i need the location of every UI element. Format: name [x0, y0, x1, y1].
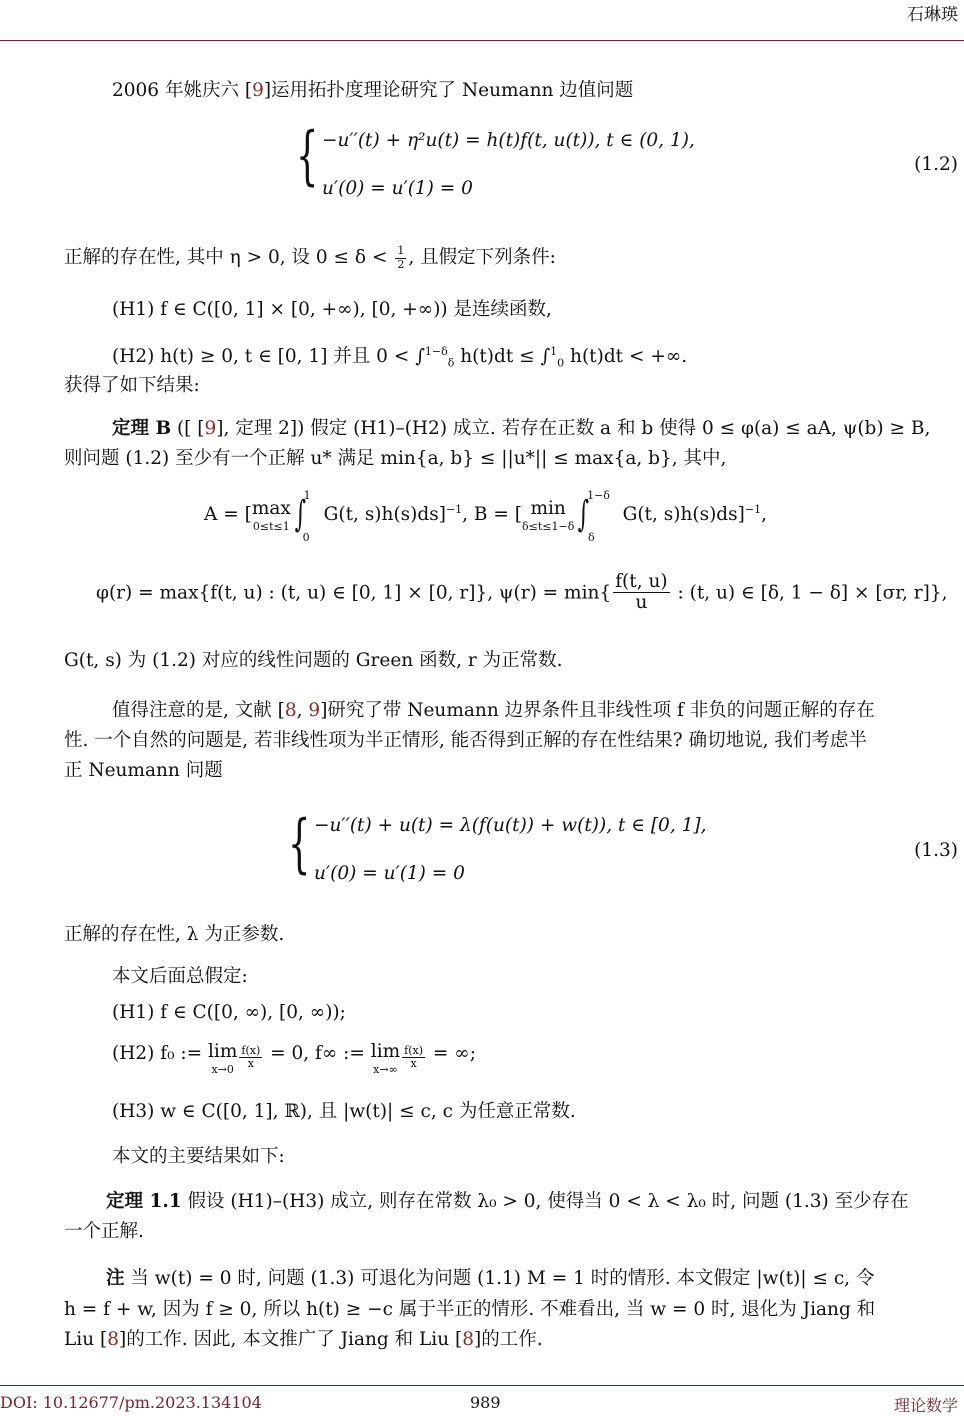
- h2-int1-sub: δ: [447, 356, 455, 370]
- h2-text-post: h(t)dt < +∞.: [564, 346, 688, 367]
- hypothesis-h2-first: [112, 342, 687, 370]
- hypothesis-h2-second: [112, 1043, 476, 1075]
- equation-1-2-line2: u′(0) = u′(1) = 0: [322, 178, 473, 199]
- fraction-denominator: 2: [397, 257, 405, 271]
- eq-a-pre: A = [: [204, 504, 252, 525]
- theorem-1-1-text: 假设 (H1)–(H3) 成立, 则存在常数 λ₀ > 0, 使得当 0 < λ < λ₀ 时, 问题 (1.3) 至少存在: [181, 1191, 909, 1212]
- para-existence-post: , 且假定下列条件:: [408, 247, 556, 268]
- integral-sign: ∫: [578, 494, 590, 535]
- equation-phi-psi: [96, 572, 948, 614]
- hypothesis-h3: (H3) w ∈ C([0, 1], ℝ), 且 |w(t)| ≤ c, c 为任意正常数.: [112, 1101, 576, 1122]
- fraction-denominator: u: [635, 592, 648, 614]
- h2-int2-sup: 1: [550, 344, 558, 358]
- note-line2: h = f + w, 因为 f ≥ 0, 所以 h(t) ≥ −c 属于半正的情形. 不难看出, 当 w = 0 时, 退化为 Jiang 和: [64, 1299, 876, 1320]
- eq-a-max: [252, 500, 291, 532]
- header-rule: [0, 40, 964, 41]
- note-line1: [106, 1264, 874, 1290]
- para-existence: [64, 243, 556, 271]
- footer-page-number: 989: [470, 1393, 501, 1412]
- h2b-c: = ∞;: [427, 1043, 476, 1064]
- eq-b-pre: , B = [: [462, 504, 522, 525]
- theorem-1-1-line2: 一个正解.: [64, 1221, 144, 1242]
- note-l3-b: ]的工作. 因此, 本文推广了 Jiang 和 Liu [: [119, 1329, 463, 1350]
- para-notable-b: ]研究了带 Neumann 边界条件且非线性项 f 非负的问题正解的存在: [320, 700, 875, 721]
- citation-link[interactable]: 8: [462, 1329, 474, 1350]
- max-operator: max: [251, 498, 291, 519]
- int-lower: δ: [587, 530, 595, 544]
- int-upper: 1−δ: [587, 488, 610, 502]
- citation-link[interactable]: 9: [252, 80, 264, 101]
- note-line3: [64, 1325, 543, 1351]
- integral-sign: ∫: [294, 494, 306, 535]
- para-parameter: 正解的存在性, λ 为正参数.: [64, 924, 285, 945]
- equation-1-3-line1: −u′′(t) + u(t) = λ(f(u(t)) + w(t)), t ∈ [0, 1],: [314, 815, 707, 836]
- footer-journal-link[interactable]: 理论数学: [893, 1396, 958, 1415]
- eq-a-body: G(t, s)h(s)ds]: [323, 504, 446, 525]
- lim-operator: lim: [207, 1041, 238, 1062]
- equation-number: (1.2): [914, 154, 958, 175]
- theorem-b-line1: [112, 414, 930, 440]
- theorem-1-1-label: 定理 1.1: [106, 1191, 182, 1212]
- note-label: 注: [106, 1268, 125, 1289]
- int-upper: 1: [303, 488, 311, 502]
- para-existence-pre: 正解的存在性, 其中 η > 0, 设 0 ≤ δ <: [64, 247, 394, 268]
- eq-b-post: ,: [761, 504, 767, 525]
- citation-link[interactable]: 9: [308, 700, 321, 721]
- para-notable-line2: 性. 一个自然的问题是, 若非线性项为半正情形, 能否得到正解的存在性结果? 确切地说, 我们考虑半: [64, 730, 867, 751]
- equation-1-2-line1: −u′′(t) + η²u(t) = h(t)f(t, u(t)), t ∈ (0, 1),: [322, 130, 695, 151]
- para-intro-pre: 2006 年姚庆六 [: [112, 80, 253, 101]
- results-intro: 获得了如下结果:: [64, 375, 200, 396]
- header-author: 石琳瑛: [907, 5, 958, 25]
- fraction-denominator: x: [247, 1057, 254, 1071]
- fraction-numerator: 1: [397, 244, 405, 258]
- int-lower: 0: [302, 530, 310, 544]
- eq-b-exp: −1: [744, 502, 762, 516]
- theorem-b-text-a: ([ [: [171, 418, 205, 439]
- note-l3-a: Liu [: [64, 1329, 108, 1350]
- para-intro-post: ]运用拓扑度理论研究了 Neumann 边值问题: [263, 80, 634, 101]
- limit-x-to-inf: [371, 1043, 400, 1075]
- fraction-fx-over-x: [402, 1045, 425, 1070]
- fraction-fx-over-x: [239, 1045, 262, 1070]
- para-notable-line1: [112, 696, 875, 722]
- equation-1-3-line2: u′(0) = u′(1) = 0: [314, 863, 465, 884]
- limit-x-to-0: [208, 1043, 237, 1075]
- footer-doi-link[interactable]: DOI: 10.12677/pm.2023.134104: [0, 1393, 262, 1412]
- citation-link[interactable]: 9: [204, 418, 217, 439]
- theorem-b-label: 定理 B: [112, 418, 172, 439]
- fraction-numerator: f(x): [241, 1044, 261, 1057]
- equation-brace: {: [288, 807, 311, 881]
- para-notable-line3: 正 Neumann 问题: [64, 760, 223, 781]
- assumption-intro: 本文后面总假定:: [112, 966, 248, 987]
- min-range: δ≤t≤1−δ: [522, 519, 575, 533]
- equation-a-b: [204, 488, 767, 544]
- theorem-b-text-b: ], 定理 2]) 假定 (H1)–(H2) 成立. 若存在正数 a 和 b 使得 0 ≤ φ(a) ≤ aA, ψ(b) ≥ B,: [216, 418, 931, 439]
- para-notable-a: 值得注意的是, 文献 [: [112, 700, 285, 721]
- max-range: 0≤t≤1: [252, 519, 290, 533]
- h2b-b: = 0, f∞ :=: [264, 1043, 371, 1064]
- fraction-half: [395, 245, 406, 270]
- eq-phi-post: : (t, u) ∈ [δ, 1 − δ] × [σr, r]},: [671, 582, 948, 604]
- h2-text-mid: h(t)dt ≤ ∫: [454, 346, 551, 367]
- para-notable-sep: ,: [296, 700, 309, 721]
- lim-operator: lim: [370, 1041, 401, 1062]
- citation-link[interactable]: 8: [284, 700, 297, 721]
- min-operator: min: [530, 498, 566, 519]
- theorem-b-line2: 则问题 (1.2) 至少有一个正解 u* 满足 min{a, b} ≤ ||u*|| ≤ max{a, b}, 其中,: [64, 448, 727, 469]
- lim-range: x→0: [211, 1062, 234, 1076]
- fraction-f-over-u: [613, 572, 669, 614]
- eq-b-body: G(t, s)h(s)ds]: [622, 504, 745, 525]
- hypothesis-h1-first: (H1) f ∈ C([0, 1] × [0, +∞), [0, +∞)) 是连续函数,: [112, 299, 552, 320]
- fraction-denominator: x: [410, 1057, 417, 1071]
- fraction-numerator: f(t, u): [615, 571, 668, 592]
- h2b-a: (H2) f₀ :=: [112, 1043, 208, 1064]
- lim-range: x→∞: [373, 1062, 398, 1076]
- equation-number: (1.3): [914, 840, 958, 861]
- hypothesis-h1-second: (H1) f ∈ C([0, ∞), [0, ∞));: [112, 1002, 346, 1023]
- footer-rule: [0, 1385, 964, 1386]
- eq-b-min: [522, 500, 574, 532]
- h2-int2-sub: 0: [557, 356, 565, 370]
- eq-phi-pre: φ(r) = max{f(t, u) : (t, u) ∈ [0, 1] × [0, r]}, ψ(r) = min{: [96, 582, 612, 604]
- fraction-numerator: f(x): [404, 1044, 424, 1057]
- note-text-1: 当 w(t) = 0 时, 问题 (1.3) 可退化为问题 (1.1) M = 1 时的情形. 本文假定 |w(t)| ≤ c, 令: [124, 1268, 875, 1289]
- main-results-intro: 本文的主要结果如下:: [112, 1146, 285, 1167]
- theorem-1-1-line1: [106, 1187, 909, 1213]
- citation-link[interactable]: 8: [107, 1329, 119, 1350]
- eq-a-exp: −1: [445, 502, 463, 516]
- para-intro: [112, 76, 633, 102]
- h2-text-a: (H2) h(t) ≥ 0, t ∈ [0, 1] 并且 0 < ∫: [112, 346, 425, 367]
- note-l3-c: ]的工作.: [474, 1329, 543, 1350]
- equation-brace: {: [296, 119, 319, 193]
- h2-int1-sup: 1−δ: [424, 344, 448, 358]
- green-function-line: G(t, s) 为 (1.2) 对应的线性问题的 Green 函数, r 为正常数.: [64, 650, 563, 671]
